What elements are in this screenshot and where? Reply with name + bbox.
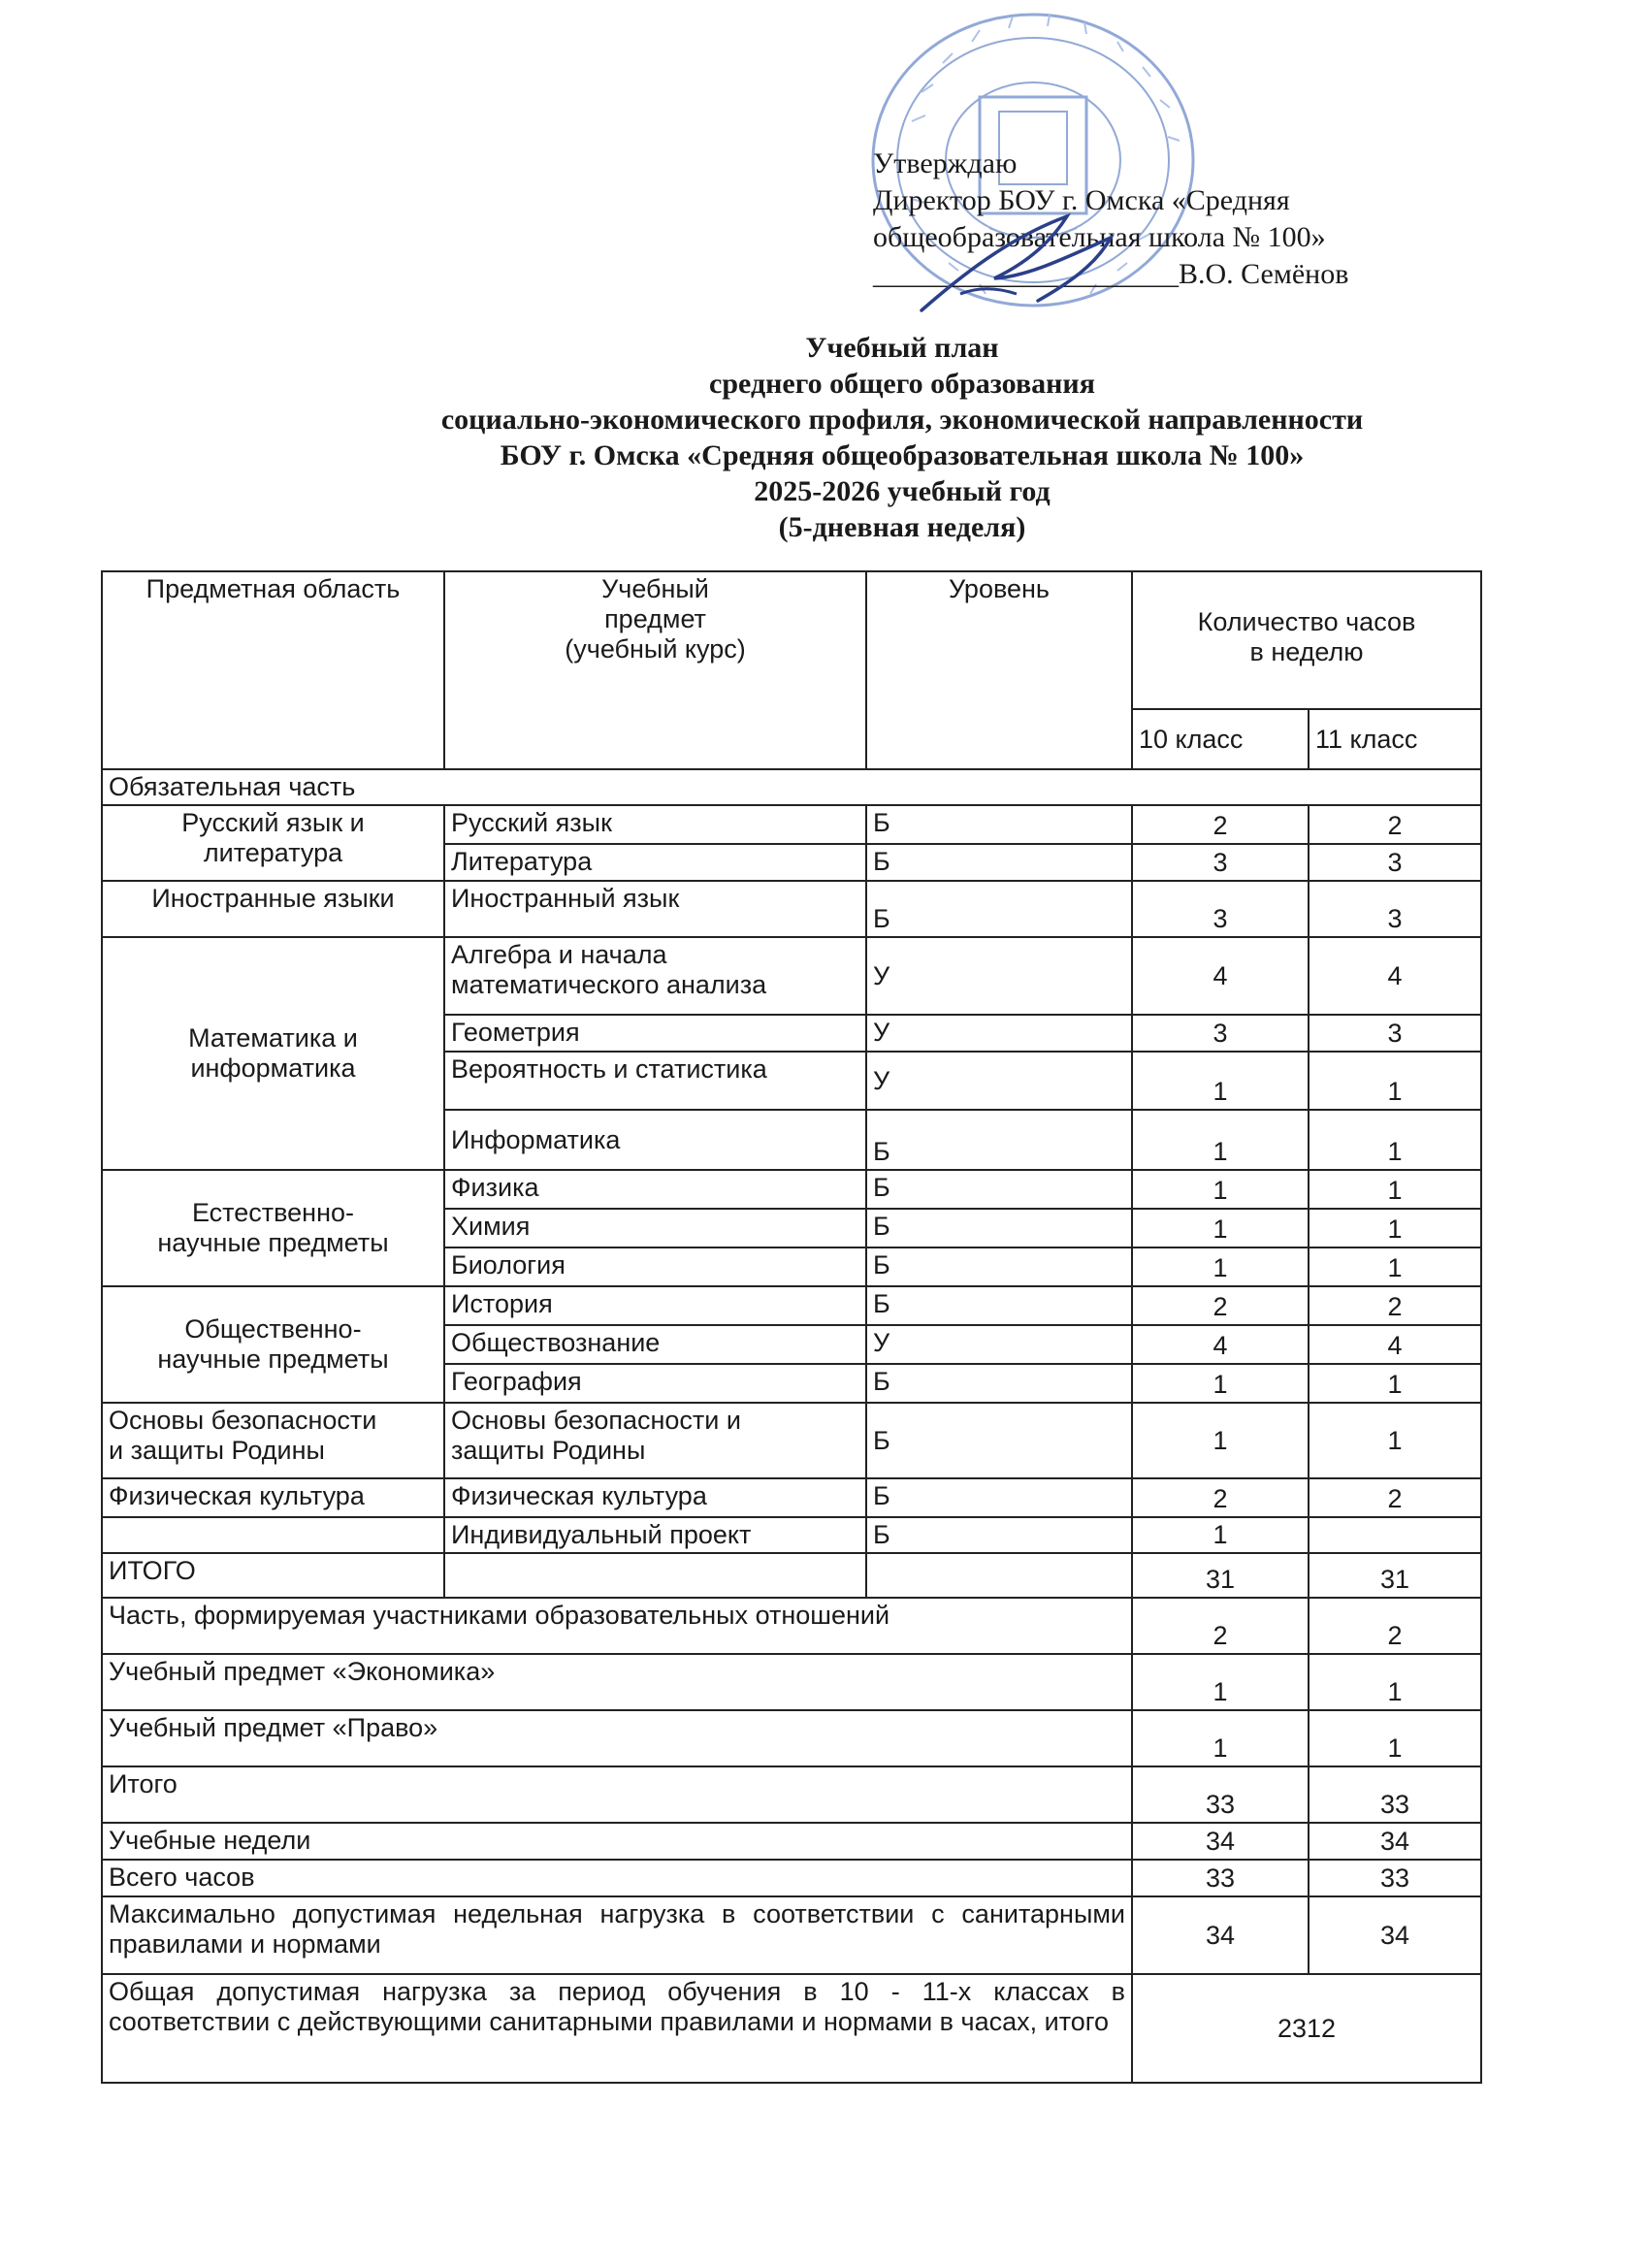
hours-11: 2 <box>1309 805 1481 844</box>
area-foreign: Иностранные языки <box>102 881 444 937</box>
hours-11: 1 <box>1309 1170 1481 1209</box>
hours-11: 33 <box>1309 1860 1481 1896</box>
total-load-label: Общая допустимая нагрузка за период обучения в 10 - 11-х классах в соответствии с действующими санитарными правилами и нормами в часах, итого <box>102 1974 1132 2083</box>
hours-11: 2 <box>1309 1478 1481 1517</box>
hours-10: 31 <box>1132 1553 1309 1598</box>
empty-cell <box>866 1553 1132 1598</box>
economics-row <box>102 1654 1481 1710</box>
curriculum-table <box>101 570 1482 2084</box>
subject-level: Б <box>866 1286 1132 1325</box>
area-physical: Физическая культура <box>102 1478 444 1517</box>
hours-11: 4 <box>1309 1325 1481 1364</box>
mandatory-label: Обязательная часть <box>102 769 1481 805</box>
subject-name: Алгебра и начала математического анализа <box>444 937 866 1015</box>
hours-10: 4 <box>1132 937 1309 1015</box>
hours-11: 3 <box>1309 844 1481 881</box>
subject-name: Информатика <box>444 1110 866 1170</box>
subject-level: Б <box>866 805 1132 844</box>
area-russian: Русский язык и литература <box>102 805 444 881</box>
director-signature <box>902 209 1154 335</box>
area-empty <box>102 1517 444 1553</box>
hours-11: 3 <box>1309 881 1481 937</box>
area-natural-sciences: Естественно- научные предметы <box>102 1170 444 1286</box>
subject-name: Физическая культура <box>444 1478 866 1517</box>
subject-name: География <box>444 1364 866 1403</box>
table-row <box>102 805 1481 844</box>
subject-level: Б <box>866 1170 1132 1209</box>
hours-11: 34 <box>1309 1823 1481 1860</box>
subject-level: Б <box>866 1517 1132 1553</box>
header-level: Уровень <box>866 571 1132 769</box>
hours-11: 1 <box>1309 1403 1481 1478</box>
hours-10: 1 <box>1132 1364 1309 1403</box>
area-math: Математика и информатика <box>102 937 444 1170</box>
subject-level: Б <box>866 1110 1132 1170</box>
document-title <box>320 330 1484 545</box>
header-subject: Учебный предмет (учебный курс) <box>444 571 866 769</box>
area-safety: Основы безопасности и защиты Родины <box>102 1403 444 1478</box>
hours-10: 1 <box>1132 1052 1309 1110</box>
table-row <box>102 1478 1481 1517</box>
hours-10: 3 <box>1132 844 1309 881</box>
hours-10: 1 <box>1132 1654 1309 1710</box>
title-line-5: 2025-2026 учебный год <box>754 475 1051 507</box>
subject-level: Б <box>866 1478 1132 1517</box>
hours-10: 1 <box>1132 1403 1309 1478</box>
hours-11: 34 <box>1309 1896 1481 1974</box>
subject-name: Иностранный язык <box>444 881 866 937</box>
itogo-caps-label: ИТОГО <box>102 1553 444 1598</box>
hours-10: 34 <box>1132 1896 1309 1974</box>
hours-10: 2 <box>1132 1286 1309 1325</box>
hours-11: 2 <box>1309 1598 1481 1654</box>
economics-label: Учебный предмет «Экономика» <box>102 1654 1132 1710</box>
header-grade-10: 10 класс <box>1132 709 1309 769</box>
subject-level: Б <box>866 1403 1132 1478</box>
total-load-row <box>102 1974 1481 2083</box>
total-load-value: 2312 <box>1132 1974 1481 2083</box>
hours-11: 3 <box>1309 1015 1481 1052</box>
subject-name: Физика <box>444 1170 866 1209</box>
subject-level: Б <box>866 881 1132 937</box>
subject-level: У <box>866 1015 1132 1052</box>
area-social-sciences: Общественно- научные предметы <box>102 1286 444 1403</box>
law-label: Учебный предмет «Право» <box>102 1710 1132 1766</box>
subject-level: У <box>866 1052 1132 1110</box>
subject-name: Индивидуальный проект <box>444 1517 866 1553</box>
table-row <box>102 1517 1481 1553</box>
all-hours-label: Всего часов <box>102 1860 1132 1896</box>
hours-10: 2 <box>1132 1478 1309 1517</box>
subject-name: Русский язык <box>444 805 866 844</box>
all-hours-row <box>102 1860 1481 1896</box>
hours-10: 1 <box>1132 1247 1309 1286</box>
hours-10: 1 <box>1132 1517 1309 1553</box>
approval-heading: Утверждаю <box>873 147 1018 179</box>
subject-level: У <box>866 937 1132 1015</box>
table-row <box>102 937 1481 1015</box>
subject-level: Б <box>866 1364 1132 1403</box>
hours-11: 1 <box>1309 1710 1481 1766</box>
title-line-6: (5-дневная неделя) <box>778 511 1026 543</box>
weeks-row <box>102 1823 1481 1860</box>
hours-10: 3 <box>1132 881 1309 937</box>
title-line-4: БОУ г. Омска «Средняя общеобразовательная школа № 100» <box>500 439 1305 471</box>
hours-10: 34 <box>1132 1823 1309 1860</box>
itogo-caps-row <box>102 1553 1481 1598</box>
law-row <box>102 1710 1481 1766</box>
hours-11: 1 <box>1309 1654 1481 1710</box>
hours-11: 2 <box>1309 1286 1481 1325</box>
title-line-1: Учебный план <box>805 332 999 364</box>
table-header-row <box>102 571 1481 709</box>
hours-11: 1 <box>1309 1110 1481 1170</box>
itogo-row <box>102 1766 1481 1823</box>
subject-name: Биология <box>444 1247 866 1286</box>
max-load-label: Максимально допустимая недельная нагрузка в соответствии с санитарными правилами и нормами <box>102 1896 1132 1974</box>
hours-11: 1 <box>1309 1052 1481 1110</box>
weeks-label: Учебные недели <box>102 1823 1132 1860</box>
header-grade-11: 11 класс <box>1309 709 1481 769</box>
director-signature-line: _____________________В.О. Семёнов <box>873 258 1349 290</box>
hours-11: 1 <box>1309 1247 1481 1286</box>
empty-cell <box>444 1553 866 1598</box>
hours-11: 31 <box>1309 1553 1481 1598</box>
subject-name: Литература <box>444 844 866 881</box>
subject-level: У <box>866 1325 1132 1364</box>
hours-11 <box>1309 1517 1481 1553</box>
optional-part-row <box>102 1598 1481 1654</box>
header-area: Предметная область <box>102 571 444 769</box>
hours-10: 2 <box>1132 1598 1309 1654</box>
hours-11: 4 <box>1309 937 1481 1015</box>
hours-10: 1 <box>1132 1209 1309 1247</box>
table-row <box>102 881 1481 937</box>
title-line-3: социально-экономического профиля, экономической направленности <box>440 404 1364 436</box>
hours-11: 1 <box>1309 1364 1481 1403</box>
table-row <box>102 1170 1481 1209</box>
max-load-row <box>102 1896 1481 1974</box>
director-title: Директор БОУ г. Омска «Средняя <box>873 184 1290 216</box>
subject-level: Б <box>866 844 1132 881</box>
hours-10: 33 <box>1132 1860 1309 1896</box>
hours-10: 3 <box>1132 1015 1309 1052</box>
table-row <box>102 1403 1481 1478</box>
subject-name: Химия <box>444 1209 866 1247</box>
title-line-2: среднего общего образования <box>709 368 1095 400</box>
director-school: общеобразовательная школа № 100» <box>873 221 1326 253</box>
hours-10: 1 <box>1132 1170 1309 1209</box>
hours-11: 1 <box>1309 1209 1481 1247</box>
subject-name: Вероятность и статистика <box>444 1052 866 1110</box>
itogo-label: Итого <box>102 1766 1132 1823</box>
hours-11: 33 <box>1309 1766 1481 1823</box>
subject-level: Б <box>866 1247 1132 1286</box>
hours-10: 4 <box>1132 1325 1309 1364</box>
subject-name: Основы безопасности и защиты Родины <box>444 1403 866 1478</box>
subject-level: Б <box>866 1209 1132 1247</box>
header-hours: Количество часов в неделю <box>1132 571 1481 709</box>
subject-name: Обществознание <box>444 1325 866 1364</box>
subject-name: Геометрия <box>444 1015 866 1052</box>
subject-name: История <box>444 1286 866 1325</box>
mandatory-row <box>102 769 1481 805</box>
hours-10: 1 <box>1132 1110 1309 1170</box>
table-row <box>102 1286 1481 1325</box>
hours-10: 33 <box>1132 1766 1309 1823</box>
hours-10: 2 <box>1132 805 1309 844</box>
optional-part-label: Часть, формируемая участниками образовательных отношений <box>102 1598 1132 1654</box>
hours-10: 1 <box>1132 1710 1309 1766</box>
